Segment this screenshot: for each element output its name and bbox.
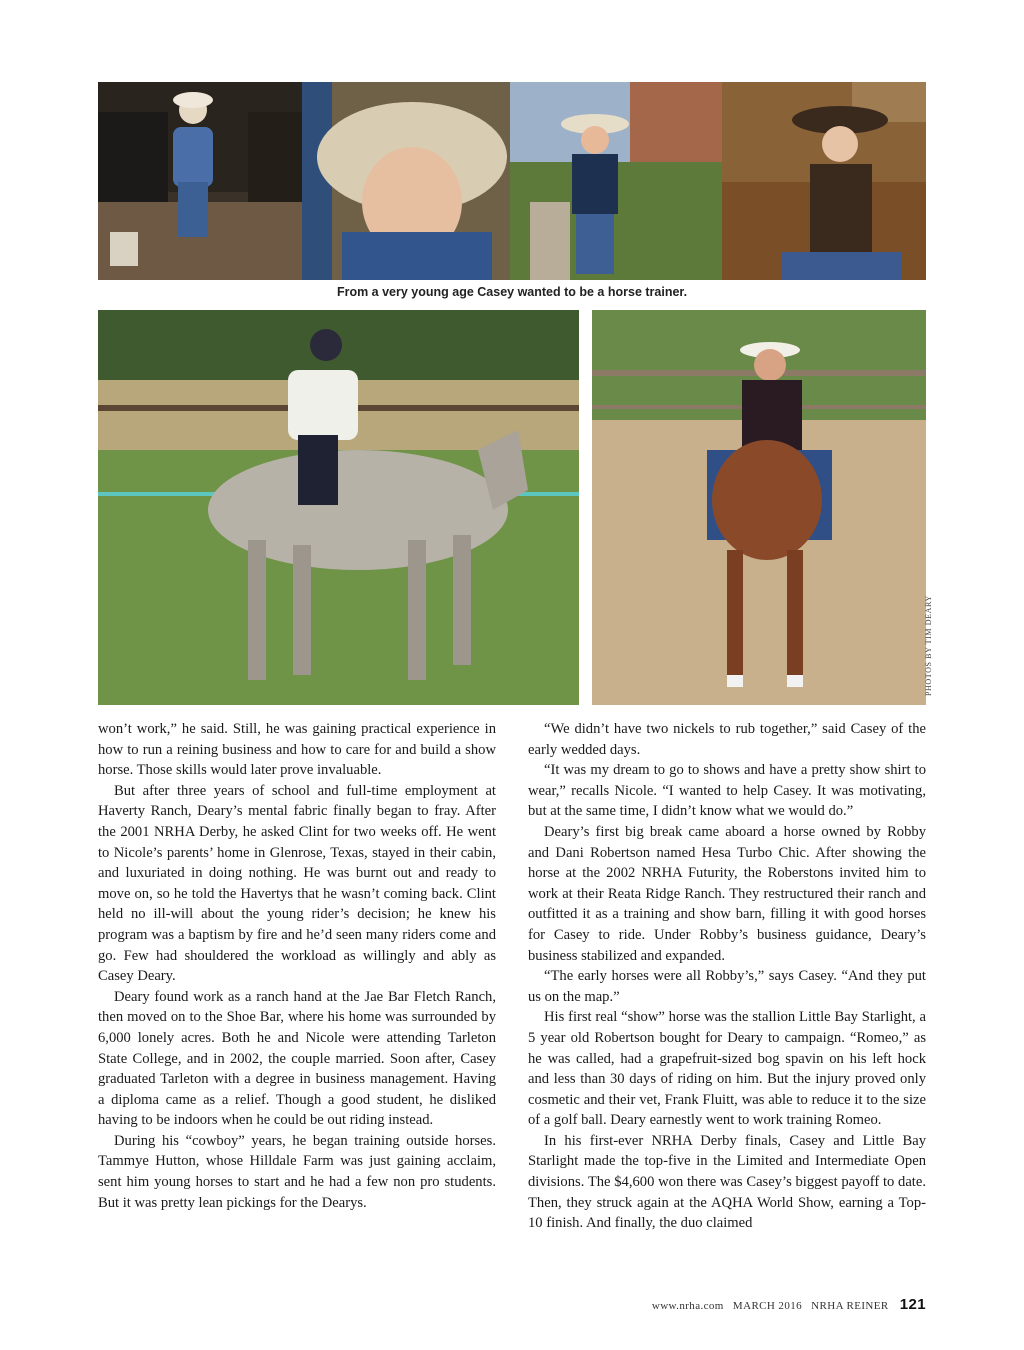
photo-child-straw-hat bbox=[302, 82, 510, 280]
photo-boy-riding-appaloosa bbox=[98, 310, 579, 705]
article-paragraph: Deary’s first big break came aboard a horse owned by Robby and Dani Robertson named Hesa Turbo Chic. After showing the horse at the 2002 NRHA Futurity, the Roberstons invited him to work at their Reata Ridge Ranch. They restructured their ranch and outfitted it as a training and show barn, filling it with good horses for Casey to ride. Under Robby’s business guidance, Deary’s business stabilized and expanded. bbox=[528, 823, 926, 964]
footer-issue: MARCH 2016 bbox=[732, 1300, 803, 1312]
photo-child-cowboy bbox=[722, 82, 926, 280]
article-paragraph: won’t work,” he said. Still, he was gaining practical experience in how to run a reining business and how to care for and build a show horse. Those skills would later prove invaluable. bbox=[98, 721, 496, 779]
article-paragraph: “It was my dream to go to shows and have a pretty show shirt to wear,” recalls Nicole. “I wanted to help Casey. It was motivating, but at the same time, I didn’t know what we would do.” bbox=[528, 762, 926, 820]
article-paragraph: “The early horses were all Robby’s,” says Casey. “And they put us on the map.” bbox=[528, 968, 926, 1005]
footer-url: www.nrha.com bbox=[651, 1300, 724, 1312]
photo-caption: From a very young age Casey wanted to be a horse trainer. bbox=[336, 285, 688, 299]
photo-credit: PHOTOS BY TIM DEARY bbox=[924, 595, 933, 696]
article-column-left bbox=[98, 719, 496, 1213]
photo-casey-on-sorrel-horse bbox=[592, 310, 926, 705]
article-paragraph: During his “cowboy” years, he began training outside horses. Tammye Hutton, whose Hilldale Farm was just gaining acclaim, sent him young horses to start and he had a few non pro students. But it was pretty lean pickings for the Dearys. bbox=[98, 1132, 496, 1211]
photo-child-vest bbox=[510, 82, 722, 280]
article-paragraph: But after three years of school and full-time employment at Haverty Ranch, Deary’s mental fabric finally began to fray. After the 2001 NRHA Derby, he asked Clint for two weeks off. He went to Nicole’s parents’ home in Glenrose, Texas, stayed in their cabin, and luxuriated in doing nothing. He was burnt out and ready to move on, so he told the Havertys that he wasn’t coming back. Clint held no ill-will about the young rider’s decision; he knew his program was a baptism by fire and he’d seen many riders come and go. Few had shouldered the workload as willingly and ably as Casey Deary. bbox=[98, 782, 496, 985]
article-paragraph: In his first-ever NRHA Derby finals, Casey and Little Bay Starlight made the top-five in the Limited and Intermediate Open divisions. The $4,600 won there was Casey’s biggest payoff to date. Then, they struck again at the AQHA World Show, earning a Top-10 finish. And finally, the duo claimed bbox=[528, 1132, 926, 1232]
photo-child-costume bbox=[98, 82, 302, 280]
footer-magazine: NRHA REINER bbox=[811, 1300, 889, 1312]
page-footer bbox=[646, 1296, 926, 1313]
article-paragraph: Deary found work as a ranch hand at the Jae Bar Fletch Ranch, then moved on to the Shoe Bar, where his home was surrounded by 6,000 lonely acres. Both he and Nicole were attending Tarleton State College, and in 2002, the couple married. Soon after, Casey graduated Tarleton with a degree in business management. Having a diploma came as a relief. Though a good student, he disliked having to be indoors when he could be out riding instead. bbox=[98, 988, 496, 1129]
article-column-right bbox=[528, 719, 926, 1234]
article-paragraph: His first real “show” horse was the stallion Little Bay Starlight, a 5 year old Robertson bought for Deary to campaign. “Romeo,” as he was called, had a grapefruit-sized bog spavin on his left hock and less than 30 days of riding on him. But the injury proved only cosmetic and their vet, Frank Fluitt, was able to reduce it to the size of a golf ball. Deary earnestly went to work training Romeo. bbox=[528, 1009, 926, 1129]
page-number: 121 bbox=[899, 1296, 926, 1313]
article-paragraph: “We didn’t have two nickels to rub together,” said Casey of the early wedded days. bbox=[528, 721, 926, 758]
